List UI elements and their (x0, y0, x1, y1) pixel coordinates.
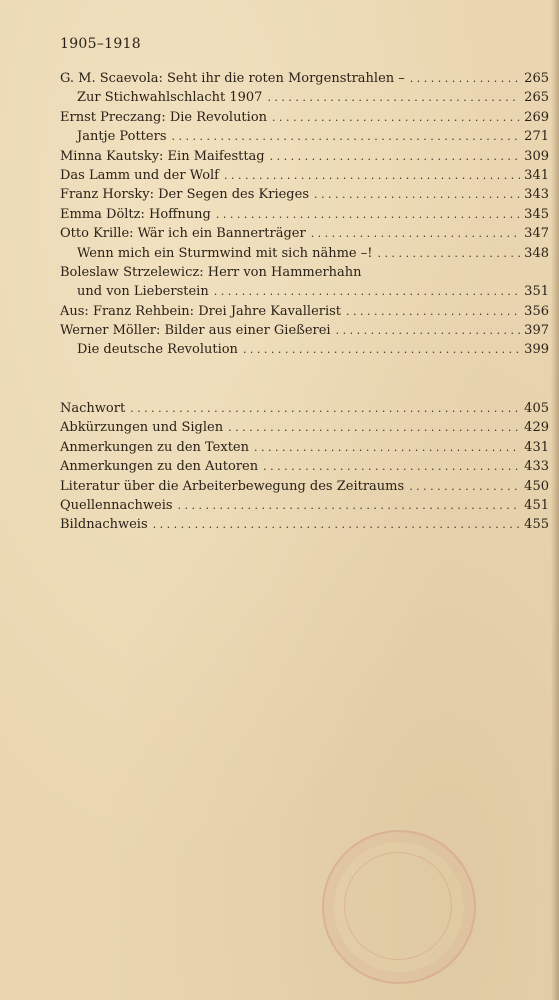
toc-entry-title: Nachwort (60, 401, 126, 416)
toc-entry-page: 269 (524, 109, 549, 125)
toc-entry[interactable] (60, 340, 549, 359)
toc-entry-title: Minna Kautsky: Ein Maifesttag (60, 148, 265, 164)
toc-entry-title: Zur Stichwahlschlacht 1907 (77, 90, 263, 106)
toc-entry-title: Abkürzungen und Siglen (60, 420, 224, 436)
toc-entry-page: 431 (524, 439, 549, 455)
toc-entry[interactable] (60, 457, 549, 476)
toc-section-1 (60, 69, 549, 360)
toc-section-2 (60, 399, 549, 535)
toc-entry-page: 405 (524, 401, 549, 416)
toc-entry-page: 341 (524, 167, 549, 183)
toc-entry-page: 455 (524, 517, 549, 533)
toc-entry-title: Literatur über die Arbeiterbewegung des Zeitraums (60, 478, 405, 494)
toc-entry-page: 351 (524, 284, 549, 300)
toc-entry[interactable] (60, 321, 549, 340)
toc-entry[interactable] (60, 127, 549, 146)
library-stamp (322, 830, 476, 984)
toc-entry-title: Werner Möller: Bilder aus einer Gießerei (60, 323, 331, 339)
toc-entry[interactable] (60, 515, 549, 534)
toc-entry[interactable] (60, 166, 549, 185)
leader-dots (263, 457, 520, 476)
toc-entry-page: 450 (524, 478, 549, 494)
leader-dots (336, 321, 521, 340)
running-head: 1905–1918 (60, 36, 141, 52)
toc-entry[interactable] (60, 302, 549, 321)
leader-dots (214, 282, 520, 301)
toc-entry-title: Anmerkungen zu den Autoren (60, 459, 259, 475)
toc-entry-title: Das Lamm und der Wolf (60, 167, 219, 183)
toc-entry-page: 309 (524, 148, 549, 164)
toc-entry[interactable] (60, 263, 549, 282)
toc-entry[interactable] (60, 399, 549, 418)
toc-entry[interactable] (60, 88, 549, 107)
page-edge-shadow (551, 0, 559, 1000)
toc-entry-title: Otto Krille: Wär ich ein Bannerträger (60, 226, 306, 242)
leader-dots (409, 477, 520, 496)
toc-entry[interactable] (60, 477, 549, 496)
toc-entry[interactable] (60, 496, 549, 515)
toc-entry-title: Aus: Franz Rehbein: Drei Jahre Kavallerist (60, 303, 342, 319)
toc-entry[interactable] (60, 224, 549, 243)
leader-dots (243, 340, 520, 359)
toc-entry-title: G. M. Scaevola: Seht ihr die roten Morgenstrahlen – (60, 71, 405, 86)
toc-entry[interactable] (60, 438, 549, 457)
leader-dots (377, 244, 520, 263)
leader-dots (153, 515, 521, 534)
toc-entry[interactable] (60, 185, 549, 204)
toc-entry-page: 356 (524, 303, 549, 319)
toc-entry-title: Emma Döltz: Hoffnung (60, 206, 211, 222)
leader-dots (311, 224, 520, 243)
toc-entry-page: 271 (524, 129, 549, 145)
toc-entry[interactable] (60, 147, 549, 166)
toc-entry-title: Wenn mich ein Sturmwind mit sich nähme –! (77, 245, 373, 261)
toc-entry-page: 265 (524, 71, 549, 86)
toc-entry-title: Jantje Potters (77, 129, 167, 145)
leader-dots (172, 127, 521, 146)
leader-dots (178, 496, 521, 515)
toc-entry-title: Die deutsche Revolution (77, 342, 238, 358)
leader-dots (346, 302, 520, 321)
toc-entry-page: 345 (524, 206, 549, 222)
toc-entry-title: Anmerkungen zu den Texten (60, 439, 249, 455)
toc-entry[interactable] (60, 418, 549, 437)
toc-entry[interactable] (60, 244, 549, 263)
leader-dots (314, 185, 520, 204)
toc-entry-page: 347 (524, 226, 549, 242)
leader-dots (267, 88, 520, 107)
toc-entry-page: 397 (524, 323, 549, 339)
library-stamp-inner-ring (344, 852, 452, 960)
toc-entry[interactable] (60, 69, 549, 88)
leader-dots (216, 205, 520, 224)
toc-entry-page: 343 (524, 187, 549, 203)
leader-dots (130, 399, 520, 418)
leader-dots (410, 69, 520, 88)
toc-entry-page: 348 (524, 245, 549, 261)
leader-dots (270, 147, 521, 166)
toc-entry-page: 399 (524, 342, 549, 358)
toc-entry-title: Bildnachweis (60, 517, 148, 533)
leader-dots (272, 108, 520, 127)
toc-entry-title: Quellennachweis (60, 497, 173, 513)
toc-entry-title: Boleslaw Strzelewicz: Herr von Hammerhahn (60, 264, 362, 280)
toc-entry[interactable] (60, 108, 549, 127)
toc-entry[interactable] (60, 205, 549, 224)
toc-entry[interactable] (60, 282, 549, 301)
leader-dots (254, 438, 520, 457)
toc-entry-title: und von Lieberstein (77, 284, 209, 300)
leader-dots (224, 166, 520, 185)
toc-entry-page: 265 (524, 90, 549, 106)
toc-entry-title: Franz Horsky: Der Segen des Krieges (60, 187, 309, 203)
toc-entry-page: 451 (524, 497, 549, 513)
toc-entry-page: 433 (524, 459, 549, 475)
toc-entry-title: Ernst Preczang: Die Revolution (60, 109, 268, 125)
toc-entry-page: 429 (524, 420, 549, 436)
leader-dots (228, 418, 520, 437)
